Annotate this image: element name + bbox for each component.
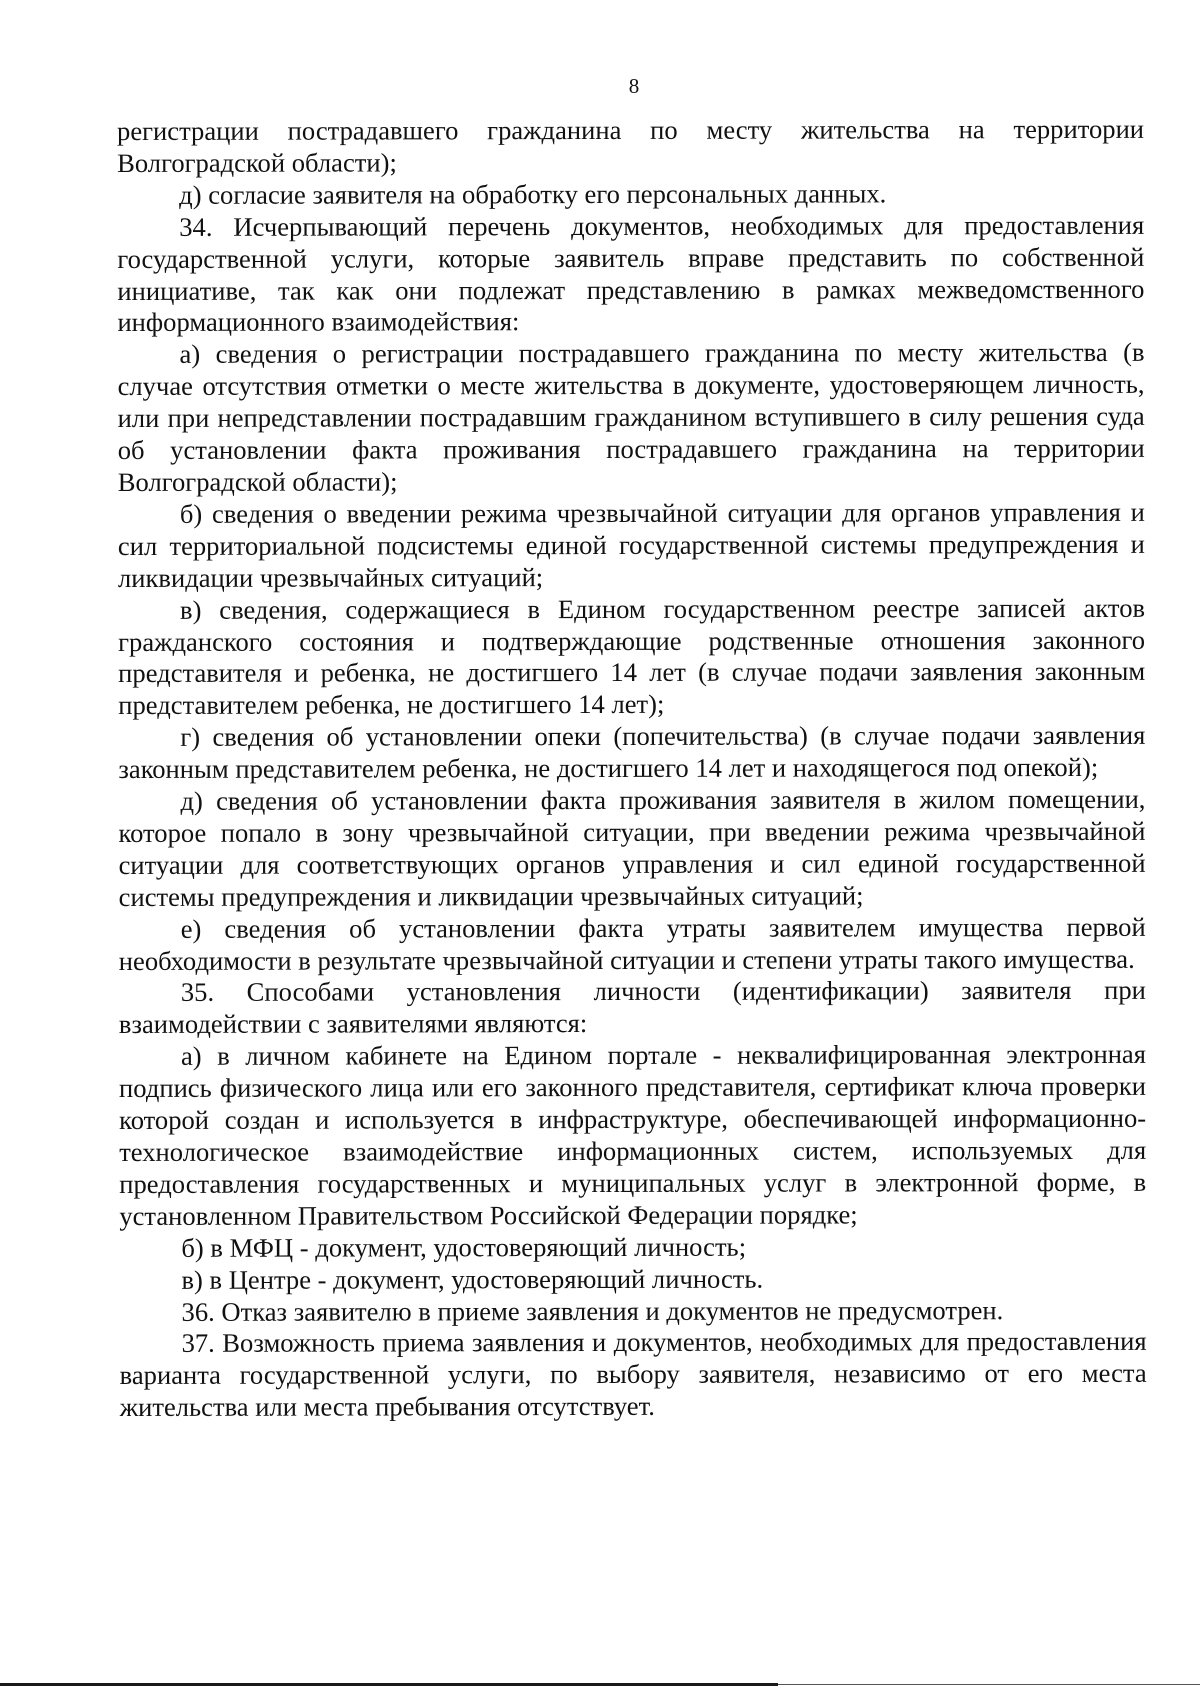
paragraph-item-35: 35. Способами установления личности (идентификации) заявителя при взаимодействии с заявителями являются: xyxy=(118,975,1146,1040)
paragraph: г) сведения об установлении опеки (попечительства) (в случае подачи заявления законным представителем ребенка, не достигшего 14 лет и находящегося под опекой); xyxy=(118,720,1146,785)
paragraph-item-36: 36. Отказ заявителю в приеме заявления и документов не предусмотрен. xyxy=(181,1294,1004,1327)
paragraph: б) в МФЦ - документ, удостоверяющий личность; xyxy=(181,1231,747,1263)
document-body xyxy=(117,114,1147,1424)
scan-edge-line xyxy=(0,1683,778,1686)
scan-edge-line-thin xyxy=(778,1684,1200,1685)
paragraph: б) сведения о введении режима чрезвычайной ситуации для органов управления и сил территориальной подсистемы единой государственной системы предупреждения и ликвидации чрезвычайных ситуаций; xyxy=(117,496,1145,593)
paragraph-item-34: 34. Исчерпывающий перечень документов, необходимых для предоставления государственной услуги, которые заявитель вправе представить по собственной инициативе, так как они подлежат представлению в рамках межведомственного информационного взаимодействия: xyxy=(117,209,1145,338)
page-number: 8 xyxy=(628,74,640,98)
paragraph: а) сведения о регистрации пострадавшего гражданина по месту жительства (в случае отсутствия отметки о месте жительства в документе, удостоверяющем личность, или при непредставлении пострадавшим гражданином вступившего в силу решения суда об установлении факта проживания пострадавшего гражданина на территории Волгоградской области); xyxy=(117,337,1145,497)
paragraph-item-37: 37. Возможность приема заявления и документов, необходимых для предоставления варианта государственной услуги, по выбору заявителя, независимо от его места жительства или места пребывания отсутствует. xyxy=(119,1326,1147,1423)
paragraph: в) в Центре - документ, удостоверяющий личность. xyxy=(181,1263,764,1295)
paragraph: д) согласие заявителя на обработку его персональных данных. xyxy=(179,178,887,210)
paragraph: регистрации пострадавшего гражданина по месту жительства на территории Волгоградской области); xyxy=(117,113,1145,178)
paragraph: в) сведения, содержащиеся в Едином государственном реестре записей актов гражданского состояния и подтверждающие родственные отношения законного представителя и ребенка, не достигшего 14 лет (в случае подачи заявления законным представителем ребенка, не достигшего 14 лет); xyxy=(118,592,1146,721)
paragraph: е) сведения об установлении факта утраты заявителем имущества первой необходимости в результате чрезвычайной ситуации и степени утраты такого имущества. xyxy=(118,911,1146,976)
paragraph: д) сведения об установлении факта проживания заявителя в жилом помещении, которое попало в зону чрезвычайной ситуации, при введении режима чрезвычайной ситуации для соответствующих органов управления и сил единой государственной системы предупреждения и ликвидации чрезвычайных ситуаций; xyxy=(118,783,1146,912)
paragraph: а) в личном кабинете на Едином портале - неквалифицированная электронная подпись физического лица или его законного представителя, сертификат ключа проверки которой создан и используется в инфраструктуре, обеспечивающей информационно-технологическое взаимодействие информационных систем, используемых для предоставления государственных и муниципальных услуг в электронной форме, в установленном Правительством Российской Федерации порядке; xyxy=(119,1039,1147,1231)
